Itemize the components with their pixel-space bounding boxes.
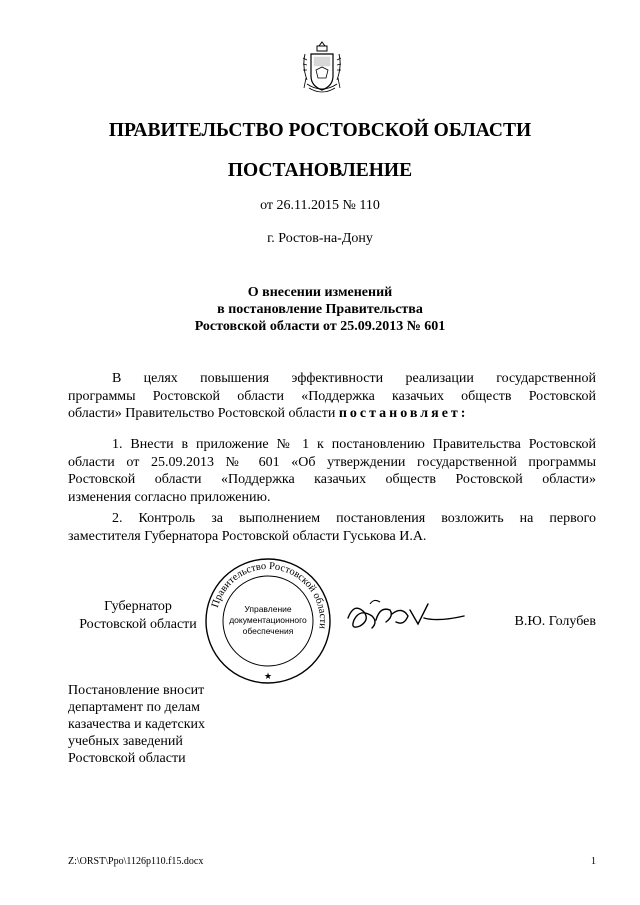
- paragraph-line-text: области» Правительство Ростовской области: [68, 406, 336, 422]
- coat-of-arms-emblem: [301, 40, 343, 98]
- page-number: 1: [591, 856, 596, 867]
- paragraph-line: Ростовской области «Поддержка казачьих обществ Ростовской области»: [68, 472, 596, 488]
- official-stamp: [202, 557, 334, 685]
- paragraph-line: 2. Контроль за выполнением постановления возложить на первого: [112, 511, 596, 526]
- submitted-by-line: казачества и кадетских: [68, 717, 205, 732]
- document-subject: [0, 284, 640, 335]
- paragraph-line: области от 25.09.2013 № 601 «Об утверждении государственной программы: [68, 454, 596, 470]
- footer-file-path: Z:\ORST\Ppo\1126p110.f15.docx: [68, 856, 204, 867]
- item-1-paragraph: [68, 436, 596, 506]
- paragraph-line: 1. Внести в приложение № 1 к постановлению Правительства Ростовской: [112, 437, 596, 452]
- paragraph-line: программы Ростовской области «Поддержка казачьих обществ Ростовской: [68, 388, 596, 404]
- signatory-name: В.Ю. Голубев: [514, 614, 596, 629]
- position-line: Ростовской области: [79, 617, 197, 632]
- decree-word: постановляет:: [338, 406, 469, 422]
- paragraph-line: В целях повышения эффективности реализации государственной: [112, 371, 596, 386]
- stamp-center-line: обеспечения: [242, 626, 294, 636]
- submitted-by-block: [68, 682, 205, 767]
- paragraph-line: изменения согласно приложению.: [68, 489, 271, 505]
- subject-line: в постановление Правительства: [217, 302, 423, 317]
- submitted-by-line: учебных заведений: [68, 734, 183, 749]
- handwritten-signature: [340, 590, 476, 640]
- position-line: Губернатор: [104, 599, 172, 614]
- document-date-number: от 26.11.2015 № 110: [260, 198, 380, 213]
- submitted-by-line: Ростовской области: [68, 751, 186, 766]
- document-type: ПОСТАНОВЛЕНИЕ: [227, 160, 413, 181]
- signatory-position: [68, 598, 208, 634]
- document-city: г. Ростов-на-Дону: [267, 231, 373, 246]
- paragraph-line: заместителя Губернатора Ростовской области Гуськова И.А.: [68, 528, 427, 544]
- government-title: ПРАВИТЕЛЬСТВО РОСТОВСКОЙ ОБЛАСТИ: [108, 120, 532, 141]
- item-2-paragraph: [68, 510, 596, 545]
- stamp-star-icon: ★: [263, 671, 273, 681]
- paragraph-line: [68, 405, 596, 423]
- subject-line: Ростовской области от 25.09.2013 № 601: [194, 319, 446, 334]
- submitted-by-line: департамент по делам: [68, 700, 200, 715]
- stamp-center-line: Управление: [244, 604, 292, 614]
- stamp-center-line: документационного: [229, 615, 307, 625]
- stamp-ring-text: Правительство Ростовской области: [209, 560, 329, 630]
- submitted-by-line: Постановление вносит: [68, 683, 205, 698]
- subject-line: О внесении изменений: [247, 285, 393, 300]
- preamble-paragraph: [68, 370, 596, 423]
